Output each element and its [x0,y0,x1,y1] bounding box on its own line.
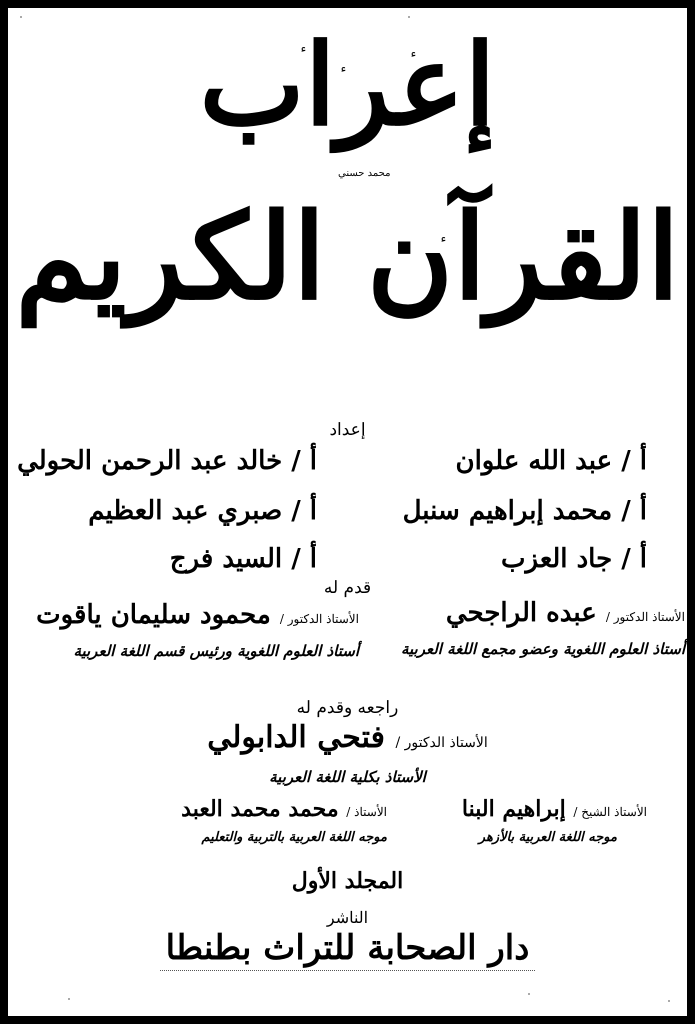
author-6 [170,544,317,574]
introducer-1 [446,598,685,628]
reviewed-by-label: راجعه وقدم له [296,698,399,718]
reviewer [8,720,687,755]
supervisor-1 [462,796,647,822]
supervisor-2-description: موجه اللغة العربية بالتربية والتعليم [201,830,387,845]
author-name: محمد إبراهيم سنبل [402,496,613,526]
scan-speck [20,16,22,18]
author-name: صبري عبد العظيم [88,496,283,526]
supervisor-title: الأستاذ / [346,805,387,819]
author-3 [403,496,647,526]
introducer-name: عبده الراجحي [445,598,597,628]
scan-speck [528,993,530,995]
prepared-by-label: إعداد [329,420,366,440]
supervisor-1-description: موجه اللغة العربية بالأزهر [478,830,617,845]
introducer-1-description: أستاذ العلوم اللغوية وعضو مجمع اللغة العربية [400,640,685,658]
publisher-name: دار الصحابة للتراث بطنطا [160,928,536,971]
book-title-line2: القرآن الكريم [15,187,680,326]
author-4 [88,496,317,526]
author-1 [455,446,647,476]
supervisor-2 [181,796,387,822]
author-prefix: أ / [291,446,317,476]
supervisor-name: محمد محمد العبد [181,796,339,822]
reviewer-description: الأستاذ بكلية اللغة العربية [269,768,426,786]
supervisor-title: الأستاذ الشيخ / [573,805,647,819]
introducer-title: الأستاذ الدكتور / [279,612,359,626]
book-cover-page [8,8,687,1016]
scan-speck [408,16,410,18]
author-prefix: أ / [291,544,317,574]
author-prefix: أ / [621,446,647,476]
scan-speck [68,998,70,1000]
author-name: جاد العزب [501,544,613,574]
volume-label: المجلد الأول [291,868,404,894]
scan-speck [668,1000,670,1002]
book-title-line1: إعراب [199,20,496,151]
publisher-label: الناشر [326,908,369,927]
reviewer-name: فتحي الدابولي [207,720,385,755]
author-prefix: أ / [621,544,647,574]
introducer-2-description: أستاذ العلوم اللغوية ورئيس قسم اللغة العربية [73,642,359,660]
introduced-by-label: قدم له [323,578,372,598]
author-5 [501,544,647,574]
author-name: السيد فرج [169,544,283,574]
introducer-name: محمود سليمان ياقوت [36,600,271,630]
reviewer-title: الأستاذ الدكتور / [395,735,488,751]
calligrapher-signature: محمد حسني [338,168,391,179]
supervisor-name: إبراهيم البنا [461,796,566,822]
author-prefix: أ / [621,496,647,526]
author-2 [17,446,317,476]
introducer-title: الأستاذ الدكتور / [605,610,685,624]
author-name: عبد الله علوان [455,446,613,476]
publisher-block [8,928,687,968]
author-name: خالد عبد الرحمن الحولي [17,446,283,476]
author-prefix: أ / [291,496,317,526]
introducer-2 [36,600,359,630]
